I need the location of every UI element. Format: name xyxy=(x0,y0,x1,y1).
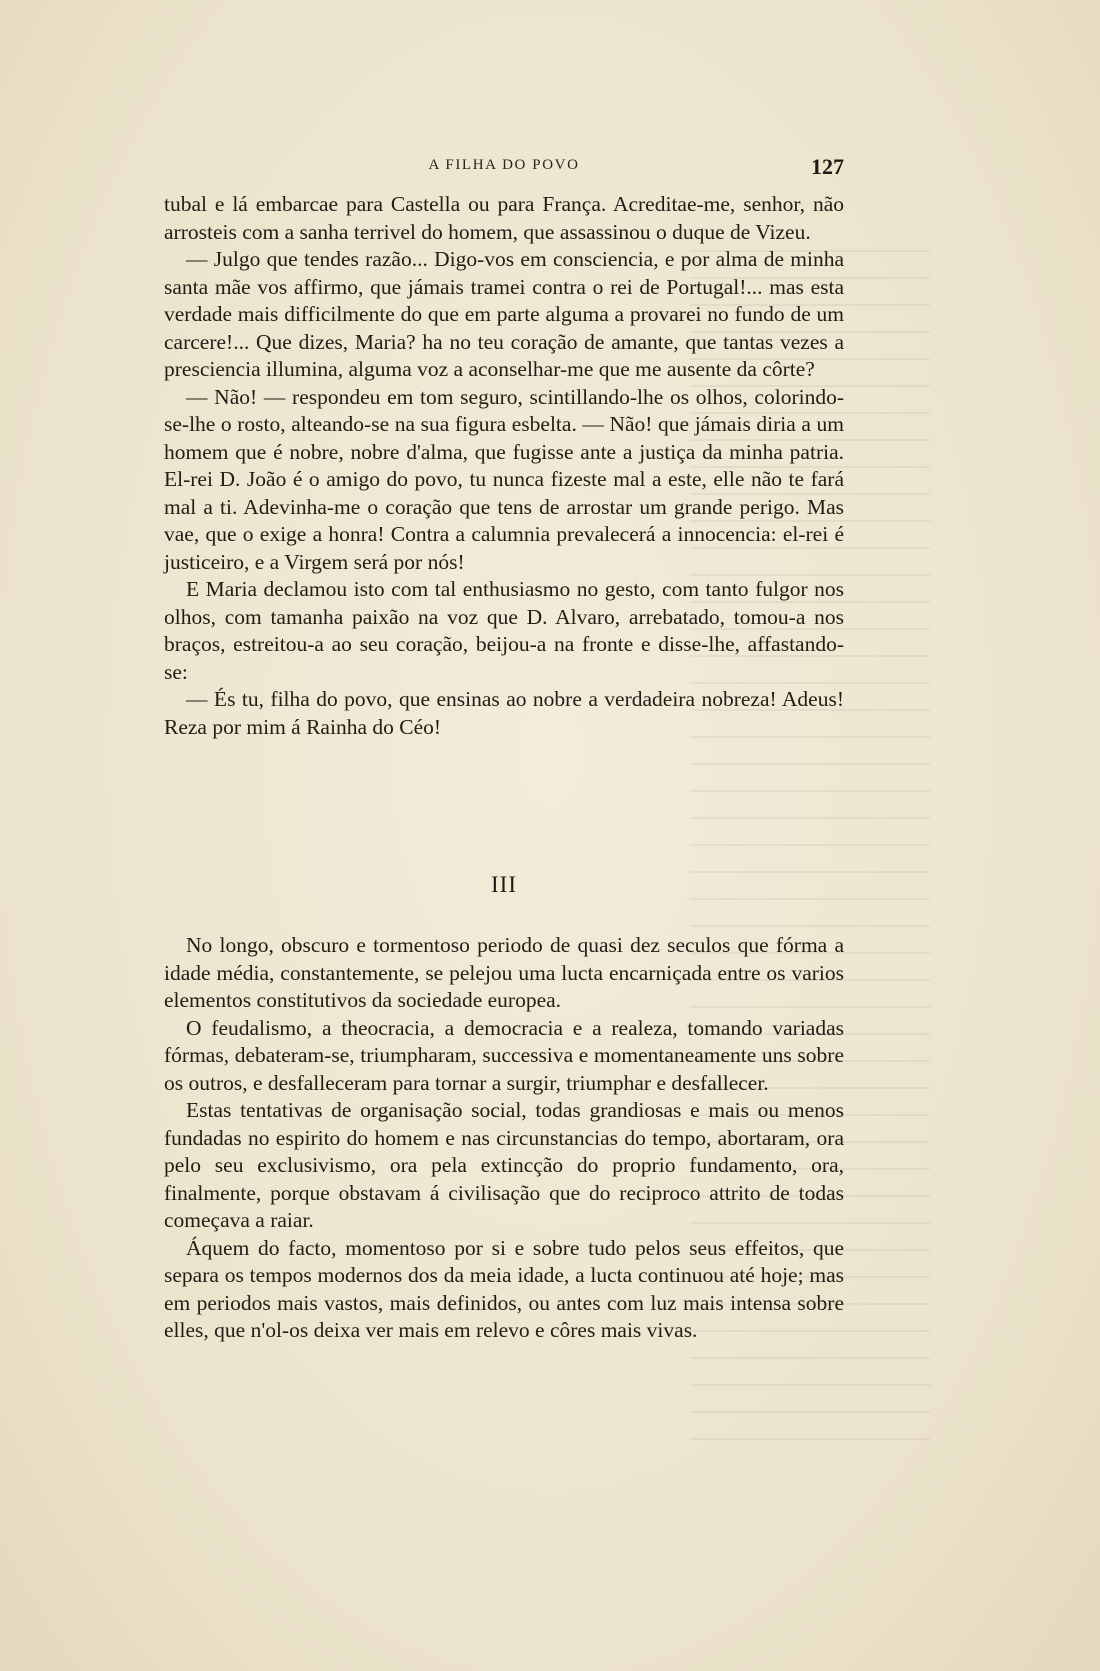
paragraph: E Maria declamou isto com tal enthusiasmo no gesto, com tanto fulgor nos olhos, com tamanha paixão na voz que D. Alvaro, arrebatado, tomou-a nos braços, estreitou-a ao seu coração, beijou-a na fronte e disse-lhe, affastando-se: xyxy=(164,577,844,684)
body-text-bottom xyxy=(164,932,844,1345)
body-text-top xyxy=(164,191,844,741)
paragraph: tubal e lá embarcae para Castella ou para França. Acreditae-me, senhor, não arrosteis com a sanha terrivel do homem, que assassinou o duque de Vizeu. xyxy=(164,192,844,244)
paragraph: Estas tentativas de organisação social, todas grandiosas e mais ou menos fundadas no espirito do homem e nas circunstancias do tempo, abortaram, ora pelo seu exclusivismo, ora pela extincção do proprio fundamento, ora, finalmente, porque obstavam á civilisação que do reciproco attrito de todas começava a raiar. xyxy=(164,1098,844,1232)
paragraph: O feudalismo, a theocracia, a democracia e a realeza, tomando variadas fórmas, debateram-se, triumpharam, successiva e momentaneamente uns sobre os outros, e desfalleceram para tornar a surgir, triumphar e desfallecer. xyxy=(164,1015,844,1095)
section-heading: III xyxy=(491,872,517,897)
paragraph: Áquem do facto, momentoso por si e sobre tudo pelos seus effeitos, que separa os tempos modernos dos da meia idade, a lucta continuou até hoje; mas em periodos mais vastos, mais definidos, ou antes com luz mais intensa sobre elles, que n'ol-os deixa ver mais em relevo e côres mais vivas. xyxy=(164,1235,844,1342)
running-head xyxy=(164,154,844,178)
paragraph: — Julgo que tendes razão... Digo-vos em consciencia, e por alma de minha santa mãe vos affirmo, que jámais tramei contra o rei de Portugal!... mas esta verdade mais difficilmente do que em parte alguma a provarei no fundo de um carcere!... Que dizes, Maria? ha no teu coração de amante, que tantas vezes a presciencia illumina, alguma voz a aconselhar-me que me ausente da côrte? xyxy=(164,247,844,381)
paragraph: — És tu, filha do povo, que ensinas ao nobre a verdadeira nobreza! Adeus! Reza por mim á Rainha do Céo! xyxy=(164,687,844,739)
page-number: 127 xyxy=(811,154,844,179)
paragraph: — Não! — respondeu em tom seguro, scintillando-lhe os olhos, colorindo-se-lhe o rosto, alteando-se na sua figura esbelta. — Não! que jámais diria a um homem que é nobre, nobre d'alma, que fugisse ante a justiça da minha patria. El-rei D. João é o amigo do povo, tu nunca fizeste mal a este, elle não te fará mal a ti. Adevinha-me o coração que tens de arrostar um grande perigo. Mas vae, que o exige a honra! Contra a calumnia prevalecerá a innocencia: el-rei é justiceiro, e a Virgem será por nós! xyxy=(164,384,844,574)
running-title: A FILHA DO POVO xyxy=(428,157,580,173)
paragraph: No longo, obscuro e tormentoso periodo de quasi dez seculos que fórma a idade média, constantemente, se pelejou uma lucta encarniçada entre os varios elementos constitutivos da sociedade europea. xyxy=(164,933,844,1012)
